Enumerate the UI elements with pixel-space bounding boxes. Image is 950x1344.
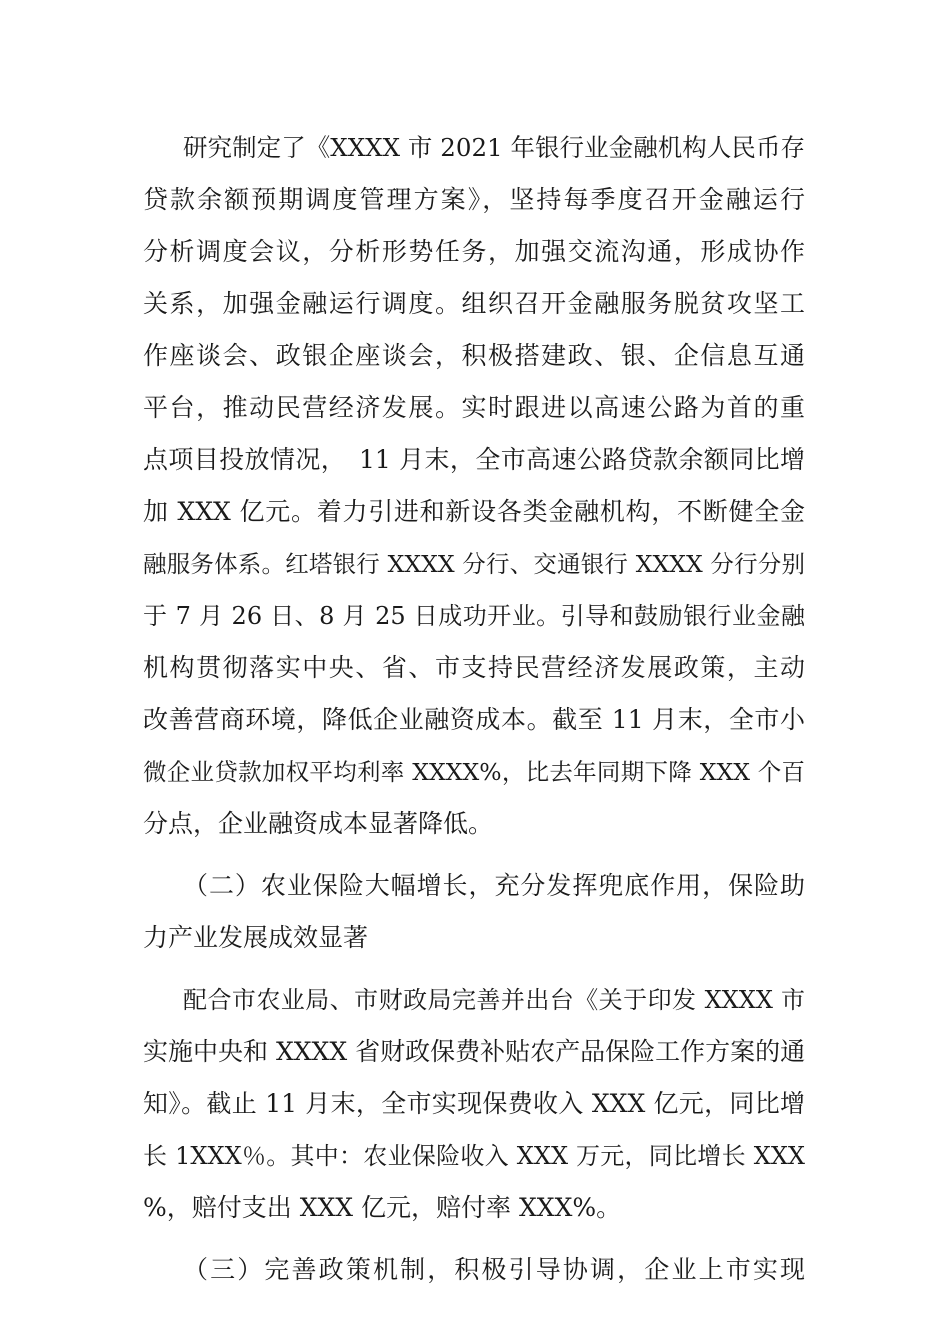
text-line: 改善营商环境，降低企业融资成本。截至 11 月末，全市小 (143, 705, 805, 734)
text-line: %，赔付支出 XXX 亿元，赔付率 XXX%。 (143, 1193, 622, 1222)
paragraph-gap (143, 850, 805, 860)
text-line: 加 XXX 亿元。着力引进和新设各类金融机构，不断健全金 (143, 497, 805, 526)
text-line: 分析调度会议，分析形势任务，加强交流沟通，形成协作 (143, 237, 805, 266)
section-heading-listing (143, 1244, 805, 1296)
text-line: 研究制定了《XXXX 市 2021 年银行业金融机构人民币存 (183, 133, 805, 162)
text-line: 知》。截止 11 月末，全市实现保费收入 XXX 亿元，同比增 (143, 1089, 805, 1118)
text-line: 关系，加强金融运行调度。组织召开金融服务脱贫攻坚工 (143, 289, 805, 318)
text-line: 实施中央和 XXXX 省财政保费补贴农产品保险工作方案的通 (143, 1037, 806, 1066)
document-body (143, 122, 805, 1296)
text-line: 贷款余额预期调度管理方案》，坚持每季度召开金融运行 (143, 185, 805, 214)
heading-line: 力产业发展成效显著 (143, 923, 369, 952)
text-line: 平台，推动民营经济发展。实时跟进以高速公路为首的重 (143, 393, 805, 422)
heading-line: （三）完善政策机制，积极引导协调，企业上市实现 (183, 1255, 805, 1284)
paragraph-gap (143, 1234, 805, 1244)
heading-line: （二）农业保险大幅增长，充分发挥兜底作用，保险助 (183, 871, 805, 900)
text-line: 于 7 月 26 日、8 月 25 日成功开业。引导和鼓励银行业金融 (143, 602, 805, 630)
text-line: 点项目投放情况， 11 月末，全市高速公路贷款余额同比增 (143, 445, 805, 474)
paragraph-insurance-policy (143, 974, 805, 1234)
text-line: 长 1XXX％。其中：农业保险收入 XXX 万元，同比增长 XXX (143, 1142, 805, 1170)
paragraph-gap (143, 964, 805, 974)
text-line: 微企业贷款加权平均利率 XXXX%，比去年同期下降 XXX 个百 (143, 758, 805, 786)
text-line: 配合市农业局、市财政局完善并出台《关于印发 XXXX 市 (183, 986, 805, 1014)
text-line: 融服务体系。红塔银行 XXXX 分行、交通银行 XXXX 分行分别 (143, 550, 805, 578)
text-line: 分点，企业融资成本显著降低。 (143, 809, 494, 838)
text-line: 机构贯彻落实中央、省、市支持民营经济发展政策，主动 (143, 653, 805, 682)
text-line: 作座谈会、政银企座谈会，积极搭建政、银、企信息互通 (143, 341, 805, 370)
section-heading-agriculture-insurance (143, 860, 805, 964)
paragraph-loan-management (143, 122, 805, 850)
